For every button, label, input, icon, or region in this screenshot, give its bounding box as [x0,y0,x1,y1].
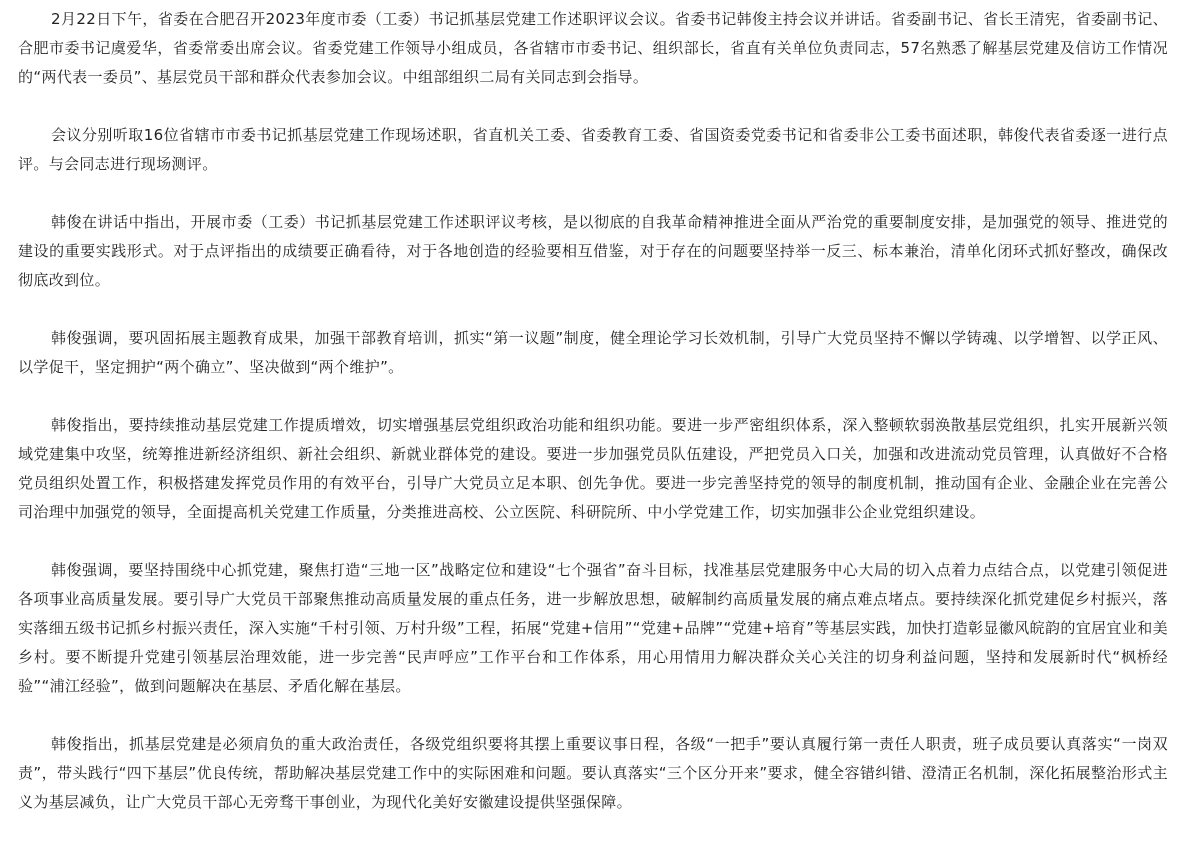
paragraph-meeting-overview: 2月22日下午，省委在合肥召开2023年度市委（工委）书记抓基层党建工作述职评议会议。省委书记韩俊主持会议并讲话。省委副书记、省长王清宪，省委副书记、合肥市委书记虞爱华，省委常委出席会议。省委党建工作领导小组成员，各省辖市市委书记、组织部长，省直有关单位负责同志，57名熟悉了解基层党建及信访工作情况的“两代表一委员”、基层党员干部和群众代表参加会议。中组部组织二局有关同志到会指导。 [18,10,1168,86]
paragraph-speech-significance: 韩俊在讲话中指出，开展市委（工委）书记抓基层党建工作述职评议考核，是以彻底的自我革命精神推进全面从严治党的重要制度安排，是加强党的领导、推进党的建设的重要实践形式。对于点评指出的成绩要正确看待，对于各地创造的经验要相互借鉴，对于存在的问题要坚持举一反三、标本兼治，清单化闭环式抓好整改，确保改彻底改到位。 [18,213,1168,289]
paragraph-centered-development: 韩俊强调，要坚持围绕中心抓党建，聚焦打造“三地一区”战略定位和建设“七个强省”奋斗目标，找准基层党建服务中心大局的切入点着力点结合点，以党建引领促进各项事业高质量发展。要引导广大党员干部聚焦推动高质量发展的重点任务，进一步解放思想，破解制约高质量发展的痛点难点堵点。要持续深化抓党建促乡村振兴，落实落细五级书记抓乡村振兴责任，深入实施“千村引领、万村升级”工程，拓展“党建+信用”“党建+品牌”“党建+培育”等基层实践，加快打造彰显徽风皖韵的宜居宜业和美乡村。要不断提升党建引领基层治理效能，进一步完善“民声呼应”工作平台和工作体系，用心用情用力解决群众关心关注的切身利益问题，坚持和发展新时代“枫桥经验”“浦江经验”，做到问题解决在基层、矛盾化解在基层。 [18,561,1168,695]
paragraph-grassroots-quality: 韩俊指出，要持续推动基层党建工作提质增效，切实增强基层党组织政治功能和组织功能。要进一步严密组织体系，深入整顿软弱涣散基层党组织，扎实开展新兴领域党建集中攻坚，统筹推进新经济组织、新社会组织、新就业群体党的建设。要进一步加强党员队伍建设，严把党员入口关，加强和改进流动党员管理，认真做好不合格党员组织处置工作，积极搭建发挥党员作用的有效平台，引导广大党员立足本职、创先争优。要进一步完善坚持党的领导的制度机制，推动国有企业、金融企业在完善公司治理中加强党的领导，全面提高机关党建工作质量，分类推进高校、公立医院、科研院所、中小学党建工作，切实加强非公企业党组织建设。 [18,416,1168,521]
paragraph-theme-education: 韩俊强调，要巩固拓展主题教育成果，加强干部教育培训，抓实“第一议题”制度，健全理论学习长效机制，引导广大党员坚持不懈以学铸魂、以学增智、以学正风、以学促干，坚定拥护“两个确立”、坚决做到“两个维护”。 [18,329,1168,376]
paragraph-political-responsibility: 韩俊指出，抓基层党建是必须肩负的重大政治责任，各级党组织要将其摆上重要议事日程，各级“一把手”要认真履行第一责任人职责，班子成员要认真落实“一岗双责”，带头践行“四下基层”优良传统，帮助解决基层党建工作中的实际困难和问题。要认真落实“三个区分开来”要求，健全容错纠错、澄清正名机制，深化拓展整治形式主义为基层减负，让广大党员干部心无旁骛干事创业，为现代化美好安徽建设提供坚强保障。 [18,735,1168,811]
paragraph-reports: 会议分别听取16位省辖市市委书记抓基层党建工作现场述职，省直机关工委、省委教育工委、省国资委党委书记和省委非公工委书面述职，韩俊代表省委逐一进行点评。与会同志进行现场测评。 [18,126,1168,173]
